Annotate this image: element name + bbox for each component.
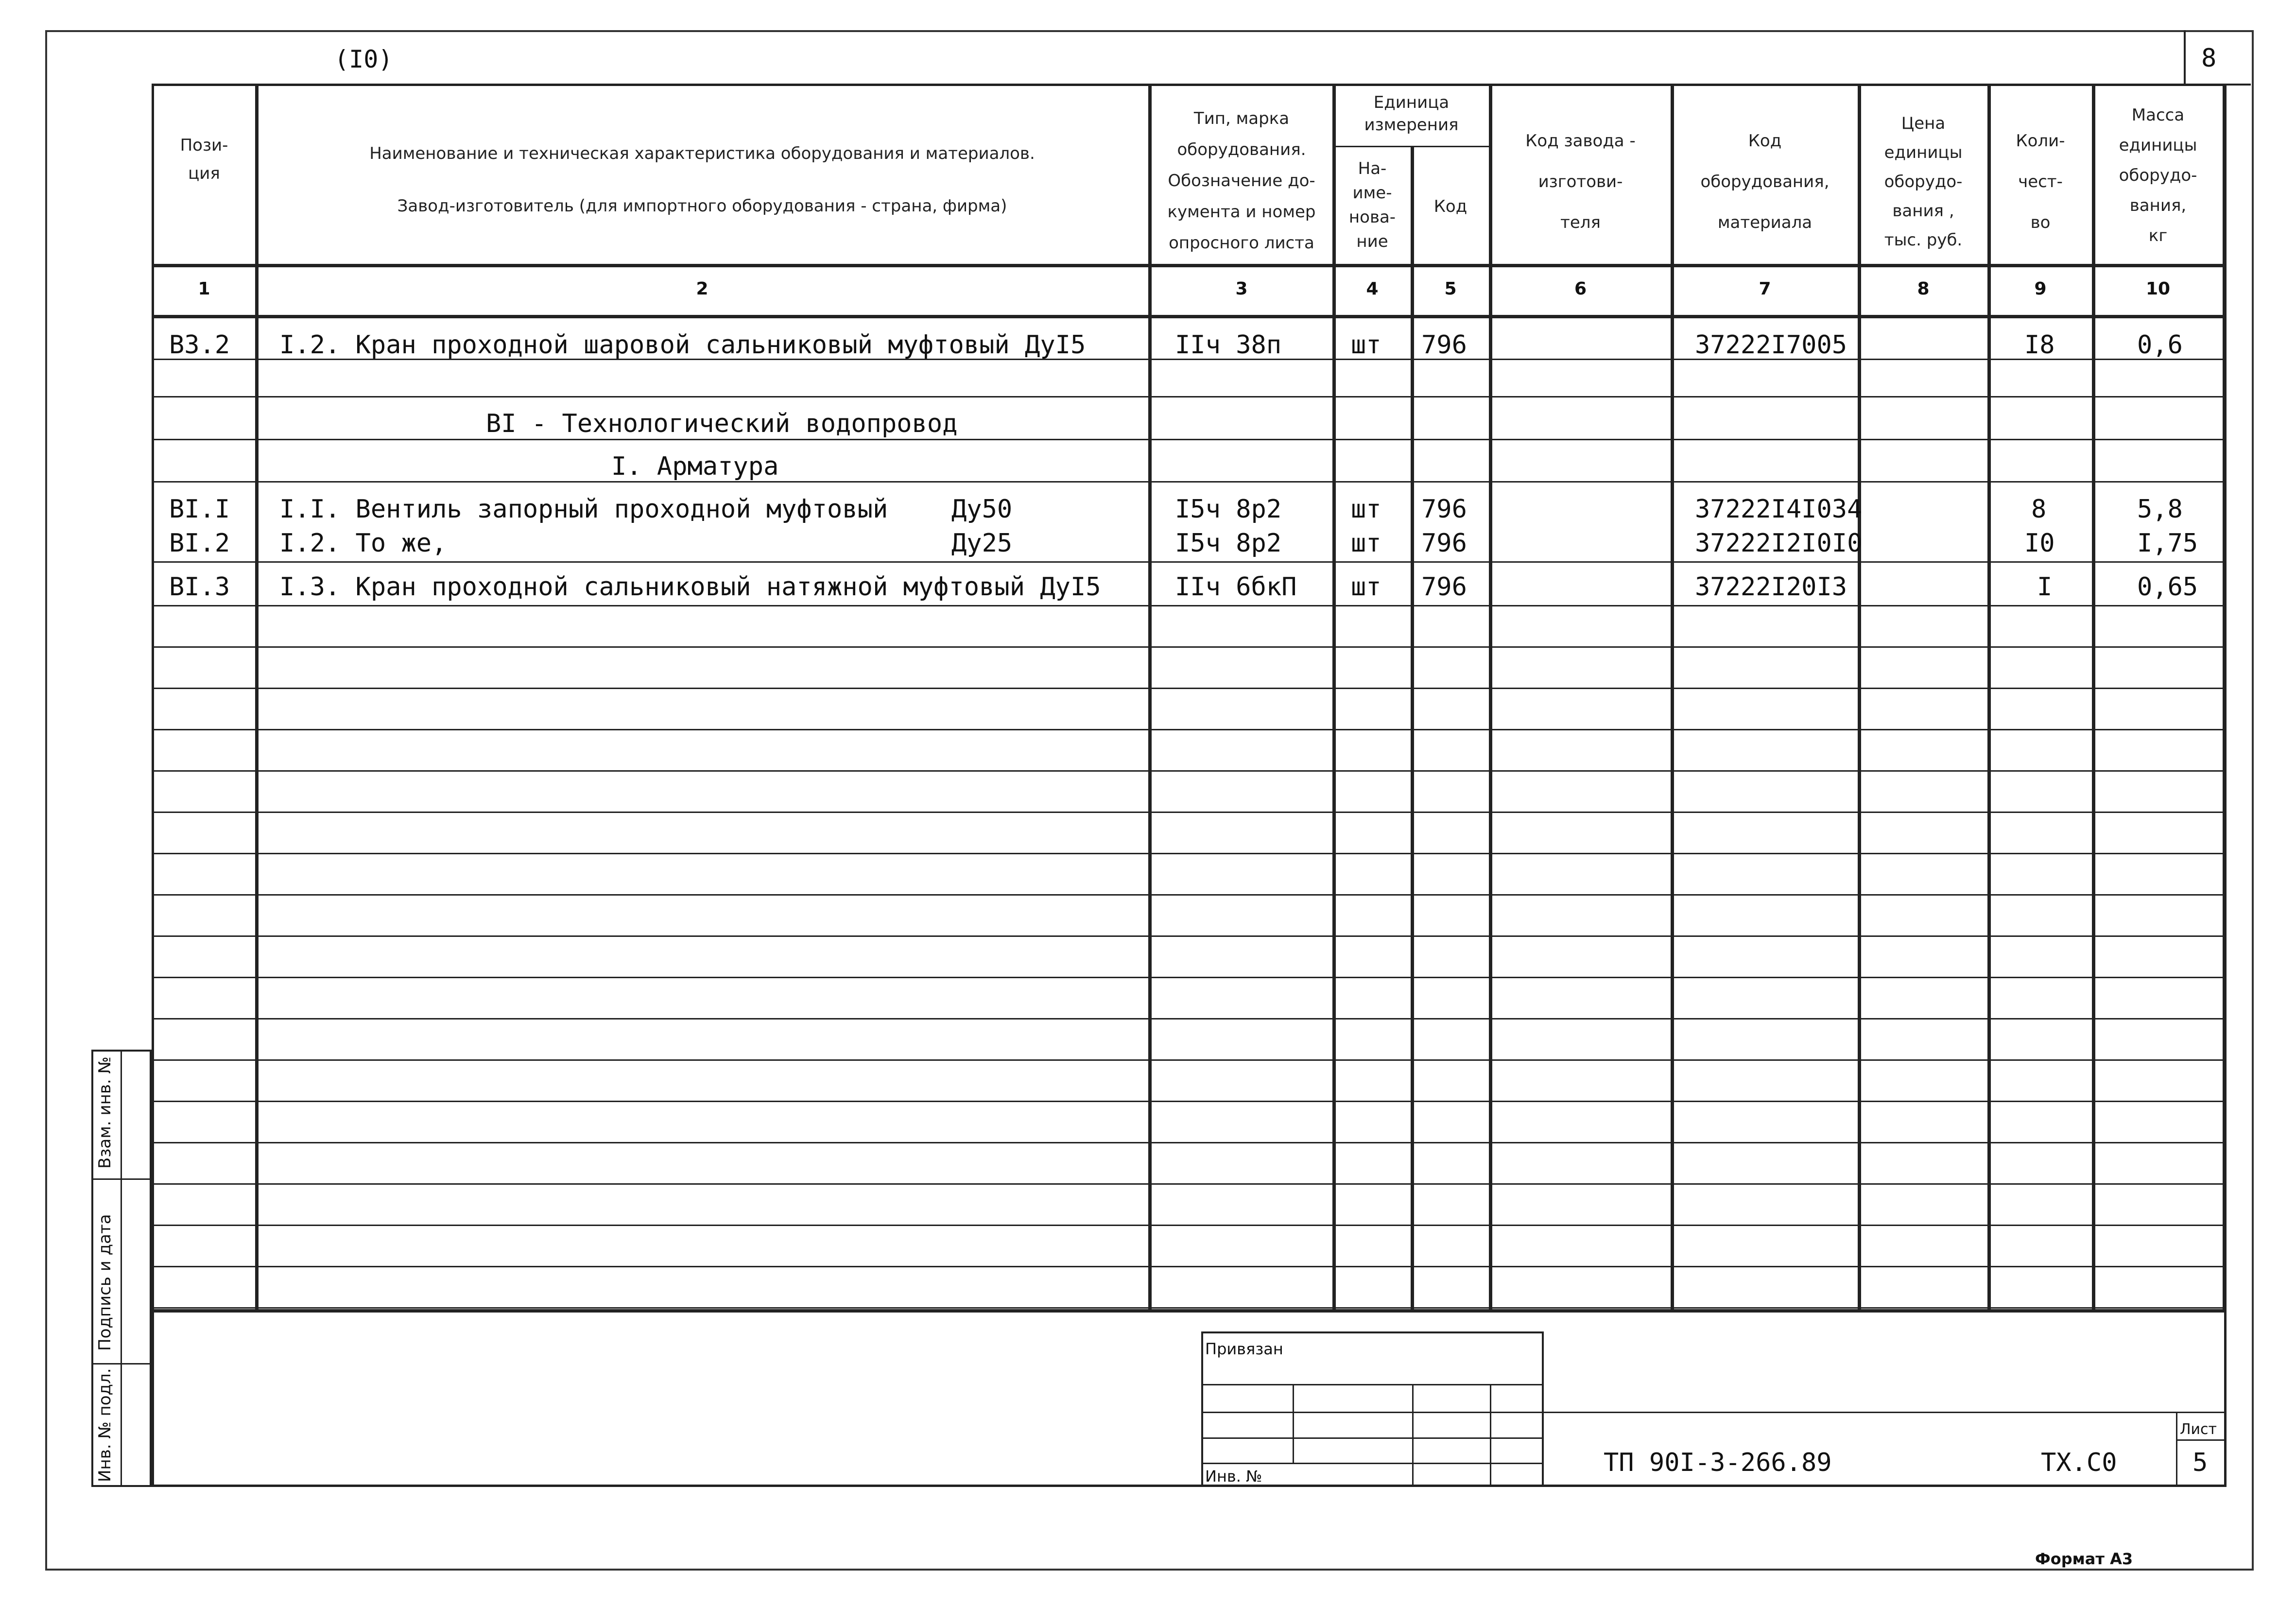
header-col8 [1859, 109, 1987, 255]
row6-unit: шт [1351, 572, 1381, 602]
subsection-title: I. Арматура [611, 452, 779, 481]
row1-code: 796 [1421, 330, 1467, 360]
row6-code: 796 [1421, 572, 1467, 602]
row4-mass: 5,8 [2137, 495, 2183, 524]
row1-equip: 37222I7005 [1695, 330, 1847, 360]
row-rule [152, 481, 2227, 483]
header-col2 [258, 127, 1147, 232]
top-label: (I0) [334, 45, 393, 73]
header-col8-line2: единицы [1884, 143, 1963, 162]
row4-type: I5ч 8р2 [1175, 495, 1282, 524]
header-col1-line1: Пози- [180, 136, 228, 155]
row6-qty: I [2037, 572, 2053, 602]
header-col3-line3: Обозначение до- [1168, 171, 1315, 190]
privyazan-vline1 [1293, 1384, 1294, 1463]
row4-qty: 8 [2031, 495, 2047, 524]
header-col7 [1672, 121, 1858, 243]
side-label-replace: Взам. инв. № [95, 1056, 115, 1169]
header-col3-line4: кумента и номер [1167, 202, 1316, 222]
row-rule [152, 894, 2227, 896]
col-line-6 [1671, 84, 1674, 1309]
header-unit-group [1334, 91, 1489, 136]
header-col8-line3: оборудо- [1884, 172, 1963, 191]
header-col3-line2: оборудования. [1177, 140, 1306, 159]
row-rule [152, 561, 2227, 563]
unit-group-line [1332, 146, 1489, 147]
header-col3-line1: Тип, марка [1193, 109, 1290, 128]
row4-size: Ду50 [951, 495, 1013, 524]
row-rule [152, 605, 2227, 606]
row6-mass: 0,65 [2137, 572, 2198, 602]
colnum-2: 2 [696, 279, 708, 299]
privyazan-vline2 [1412, 1384, 1414, 1487]
sheet-box-line [2176, 1412, 2177, 1487]
header-col8-line5: тыс. руб. [1884, 230, 1963, 250]
colnum-10: 10 [2145, 279, 2171, 299]
header-col6-line1: Код завода - [1525, 131, 1636, 151]
header-col7-line1: Код [1748, 131, 1782, 151]
row1-mass: 0,6 [2137, 330, 2183, 360]
header-col9 [1989, 121, 2092, 243]
row-rule [152, 1059, 2227, 1061]
privyazan-line2 [1201, 1412, 1544, 1413]
colnum-5: 5 [1444, 279, 1457, 299]
header-col3-line5: опросного листа [1169, 233, 1314, 253]
row-rule [152, 977, 2227, 978]
row1-name: I.2. Кран проходной шаровой сальниковый муфтовый ДуI5 [279, 330, 1086, 360]
number-row-bottom-line [152, 315, 2227, 318]
header-col6-line3: теля [1560, 213, 1601, 232]
sheet-number: 5 [2192, 1448, 2208, 1477]
header-col10-line3: оборудо- [2119, 166, 2197, 185]
row-rule [152, 396, 2227, 397]
format-label: Формат А3 [2035, 1550, 2133, 1568]
header-col4-line2: име- [1352, 183, 1392, 203]
header-col10-line5: кг [2148, 226, 2168, 245]
header-col8-line4: вания , [1892, 201, 1954, 221]
header-col2-line2: Завод-изготовитель (для импортного оборудования - страна, фирма) [397, 196, 1007, 216]
row6-pos: ВI.3 [169, 572, 230, 602]
row-rule [152, 1101, 2227, 1102]
row4-unit: шт [1351, 495, 1381, 524]
colnum-7: 7 [1759, 279, 1771, 299]
header-col4-line1: На- [1358, 159, 1387, 178]
colnum-9: 9 [2034, 279, 2047, 299]
privyazan-line3 [1201, 1437, 1544, 1439]
colnum-3: 3 [1235, 279, 1248, 299]
header-col4-line4: ние [1356, 232, 1388, 251]
col-line-8 [1987, 84, 1991, 1309]
row5-unit: шт [1351, 529, 1381, 558]
header-col6 [1490, 121, 1671, 243]
col-line-7 [1858, 84, 1861, 1309]
row-rule [152, 1307, 2227, 1309]
header-col1-line2: ция [188, 164, 220, 183]
header-col9-line1: Коли- [2016, 131, 2065, 151]
col-line-4 [1411, 146, 1414, 1309]
row-rule [152, 1266, 2227, 1267]
header-col10-line1: Масса [2131, 105, 2185, 125]
header-col6-line2: изготови- [1538, 172, 1623, 191]
row5-code: 796 [1421, 529, 1467, 558]
table-bottom-line [152, 1309, 2227, 1313]
header-unit-line1: Единица [1373, 93, 1450, 112]
colnum-4: 4 [1366, 279, 1379, 299]
row5-name: I.2. То же, [279, 529, 447, 558]
header-col1 [153, 131, 255, 188]
inv-no-label: Инв. № [1205, 1467, 1262, 1486]
col-line-3 [1332, 84, 1336, 1309]
row-rule [152, 1142, 2227, 1143]
row-rule [152, 439, 2227, 440]
header-unit-line2: измерения [1364, 115, 1459, 135]
header-col7-line2: оборудования, [1700, 172, 1830, 191]
row5-mass: I,75 [2137, 529, 2198, 558]
row-rule [152, 853, 2227, 854]
row-rule [152, 729, 2227, 730]
row5-qty: I0 [2024, 529, 2055, 558]
side-stamp-line1 [91, 1178, 152, 1180]
col-line-10 [2223, 84, 2224, 1309]
side-label-inv: Инв. № подл. [95, 1368, 115, 1482]
colnum-8: 8 [1917, 279, 1930, 299]
doc-code: ТП 90I-3-266.89 [1604, 1448, 1832, 1477]
side-stamp-divider [121, 1050, 122, 1487]
col-line-2 [1148, 84, 1152, 1309]
row5-pos: ВI.2 [169, 529, 230, 558]
row-rule [152, 1018, 2227, 1019]
row4-pos: ВI.I [169, 495, 230, 524]
row-rule [152, 812, 2227, 813]
col-line-1 [255, 84, 259, 1309]
header-col3 [1151, 103, 1332, 259]
header-col4-line3: нова- [1348, 207, 1396, 227]
row1-type: IIч 38п [1175, 330, 1282, 360]
row-rule [152, 935, 2227, 937]
header-col5: Код [1433, 197, 1467, 216]
row1-qty: I8 [2024, 330, 2055, 360]
row-rule [152, 646, 2227, 648]
doc-mark: ТХ.С0 [2041, 1448, 2117, 1477]
header-col9-line3: во [2030, 213, 2051, 232]
row5-equip: 37222I2I0I0 [1695, 529, 1863, 558]
row5-type: I5ч 8р2 [1175, 529, 1282, 558]
row-rule [152, 770, 2227, 772]
corner-number-box [2184, 30, 2251, 86]
header-col10-line2: единицы [2119, 136, 2197, 155]
row-rule [152, 1225, 2227, 1226]
side-label-signature: Подпись и дата [95, 1214, 115, 1351]
col-line-5 [1489, 84, 1492, 1309]
header-col4 [1334, 156, 1411, 254]
row6-equip: 37222I20I3 [1695, 572, 1847, 602]
header-bottom-line [152, 264, 2227, 267]
privyazan-vline3 [1490, 1384, 1491, 1487]
privyazan-label: Привязан [1205, 1340, 1283, 1358]
side-stamp-line2 [91, 1363, 152, 1365]
row4-equip: 37222I4I034 [1695, 495, 1863, 524]
row1-unit: шт [1351, 330, 1381, 360]
title-top-line [1544, 1412, 2227, 1413]
row6-name: I.3. Кран проходной сальниковый натяжной муфтовый ДуI5 [279, 572, 1101, 602]
corner-number: 8 [2201, 44, 2217, 73]
col-line-9 [2092, 84, 2095, 1309]
colnum-1: 1 [198, 279, 210, 299]
row4-name: I.I. Вентиль запорный проходной муфтовый [279, 495, 888, 524]
row-rule [152, 1183, 2227, 1185]
row4-code: 796 [1421, 495, 1467, 524]
header-col8-line1: Цена [1901, 114, 1946, 133]
sheet-label: Лист [2180, 1421, 2217, 1438]
header-col2-line1: Наименование и техническая характеристика оборудования и материалов. [369, 144, 1035, 163]
row6-type: IIч 6бкП [1175, 572, 1297, 602]
row-rule [152, 688, 2227, 689]
privyazan-line1 [1201, 1384, 1544, 1385]
section-title: ВI - Технологический водопровод [486, 409, 958, 438]
header-col10-line4: вания, [2129, 196, 2187, 215]
header-col10 [2093, 100, 2223, 251]
colnum-6: 6 [1574, 279, 1587, 299]
header-col7-line3: материала [1717, 213, 1813, 232]
row5-size: Ду25 [951, 529, 1013, 558]
row1-pos: В3.2 [169, 330, 230, 360]
header-col9-line2: чест- [2018, 172, 2063, 191]
